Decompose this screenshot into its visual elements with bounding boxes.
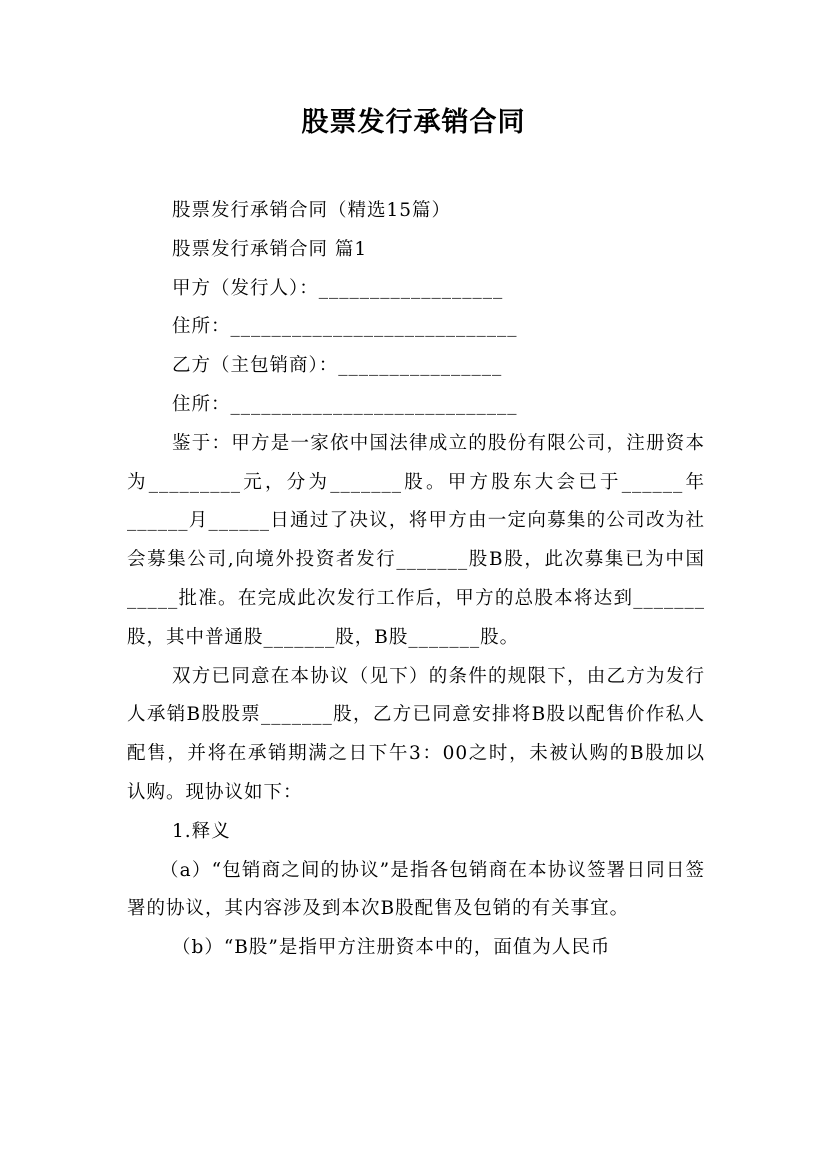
party-a-address-line: 住所：____________________________	[172, 316, 518, 338]
recital-paragraph: 鉴于：甲方是一家依中国法律成立的股份有限公司，注册资本为_________元，分为_______股。甲方股东大会已于______年______月______日通过了决议，将甲方由一定向募集的公司改为社会募集公司,向境外投资者发行_______股B股，此次募集已为中国_____批准。在完成此次发行工作后，甲方的总股本将达到_______股，其中普通股_______股，B股_______股。	[127, 432, 705, 648]
party-b-line: 乙方（主包销商）：________________	[172, 355, 503, 377]
document-body	[127, 192, 705, 968]
document-title: 股票发行承销合同	[301, 107, 526, 138]
party-b-address-line: 住所：____________________________	[172, 393, 518, 415]
definition-a: （a）“包销商之间的协议”是指各包销商在本协议签署日同日签署的协议，其内容涉及到本次B股配售及包销的有关事宜。	[127, 859, 705, 920]
definitions-heading: 1.释义	[172, 820, 231, 842]
subtitle-line: 股票发行承销合同（精选15篇）	[172, 200, 452, 221]
agreement-paragraph: 双方已同意在本协议（见下）的条件的规限下，由乙方为发行人承销B股股票_______股，乙方已同意安排将B股以配售价作私人配售，并将在承销期满之日下午3：00之时，未被认购的B股加以认购。现协议如下：	[127, 665, 705, 803]
party-a-line: 甲方（发行人）：__________________	[172, 277, 504, 299]
section-heading: 股票发行承销合同 篇1	[172, 238, 368, 260]
definition-b: （b）“B股”是指甲方注册资本中的，面值为人民币	[172, 937, 611, 959]
